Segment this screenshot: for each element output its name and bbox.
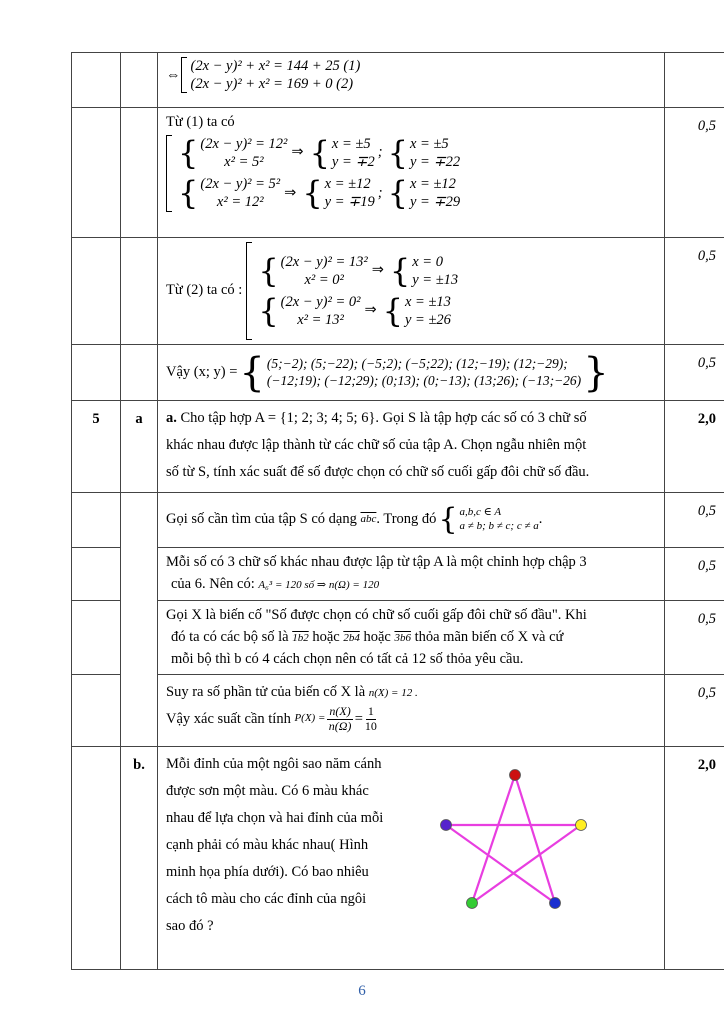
score-cell: 0,5 xyxy=(665,238,724,345)
solution-line: y = ±26 xyxy=(404,312,451,329)
equation-line: (2x − y)² + x² = 144 + 25 (1) xyxy=(190,58,361,74)
step-text: Suy ra số phần tử của biến cố X là xyxy=(166,684,366,701)
star-edge xyxy=(515,775,555,903)
table-row xyxy=(72,53,724,108)
table-row xyxy=(72,747,724,970)
score-cell: 0,5 xyxy=(665,675,724,747)
fraction-denominator: n(Ω) xyxy=(328,718,352,733)
word-or: hoặc xyxy=(363,628,391,645)
solution-line: y = ∓29 xyxy=(410,194,461,211)
step-text: mỗi bộ thì b có 4 cách chọn nên có tất cả 12 số thỏa yêu cầu. xyxy=(171,650,524,667)
question-text: nhau để lựa chọn và hai đỉnh của mỗi xyxy=(166,810,384,827)
condition: a,b,c ∈ A xyxy=(459,506,502,519)
solution-line: x = ±12 xyxy=(324,176,371,193)
table-row xyxy=(72,675,724,747)
table-row xyxy=(72,601,724,675)
page-number: 6 xyxy=(358,983,366,999)
system-line: x² = 13² xyxy=(297,312,344,329)
solution-line: y = ∓22 xyxy=(410,154,461,171)
table-row xyxy=(72,548,724,601)
question-part: a xyxy=(121,401,158,493)
system-line: x² = 12² xyxy=(216,194,264,211)
equiv-arrow: ⇔ xyxy=(166,66,181,83)
score-cell: 0,5 xyxy=(665,493,724,548)
tuple: 1b2 xyxy=(292,631,309,644)
solution-line: x = 0 xyxy=(412,253,443,270)
formula: A₆³ = 120 số ⇒ n(Ω) = 120 xyxy=(258,578,380,591)
star-svg xyxy=(435,765,595,915)
score-cell: 0,5 xyxy=(665,108,724,238)
part-label: a. xyxy=(166,410,177,426)
table-row xyxy=(72,401,724,493)
tuple: 3b6 xyxy=(394,631,411,644)
system-line: (2x − y)² = 13² xyxy=(280,253,368,270)
tuple: 2b4 xyxy=(343,631,360,644)
question-text: minh họa phía dưới). Có bao nhiêu xyxy=(166,864,369,881)
solution-line: x = ±12 xyxy=(410,176,456,193)
question-part: b. xyxy=(121,747,158,970)
from2-intro: Từ (2) ta có : xyxy=(166,282,243,299)
table-row: Vậy (x; y) = { (5;−2); (5;−22); (−5;2); (−5;22); (12;−19); (12;−29); (−12;19); (−12;29); (0;13); (0;−13); (13;26); (−13;−26) } 0,5 xyxy=(72,345,724,401)
step-text: Gọi X là biến cố "Số được chọn có chữ số cuối gấp đôi chữ số đầu". Khi xyxy=(166,607,587,623)
star-vertex-right xyxy=(576,820,587,831)
solution-set-line: (−12;19); (−12;29); (0;13); (0;−13); (13;26); (−13;−26) xyxy=(266,372,582,388)
period: . xyxy=(538,511,543,528)
solution-line: x = ±13 xyxy=(404,294,451,310)
system-line: (2x − y)² = 0² xyxy=(280,294,361,310)
star-vertex-bottom-right xyxy=(550,898,561,909)
formula: P(X) = xyxy=(294,712,326,725)
solution-line: y = ∓2 xyxy=(331,154,375,171)
score-cell: 2,0 xyxy=(665,747,724,970)
formula: n(X) = 12 . xyxy=(368,687,418,700)
question-text: cạnh phải có màu khác nhau( Hình xyxy=(166,837,369,854)
question-text: được sơn một màu. Có 6 màu khác xyxy=(166,783,369,800)
question-text: Cho tập hợp A = {1; 2; 3; 4; 5; 6}. Gọi S là tập hợp các số có 3 chữ số xyxy=(180,410,587,426)
fraction-numerator: n(X) xyxy=(329,704,351,719)
conclusion-label: Vậy (x; y) = xyxy=(166,363,238,380)
star-edge xyxy=(446,825,555,903)
fraction-denominator: 10 xyxy=(364,718,377,733)
solution-line: x = ±5 xyxy=(410,136,449,153)
system-line: x² = 0² xyxy=(304,271,344,288)
equation-line: (2x − y)² + x² = 169 + 0 (2) xyxy=(190,76,354,93)
step-text: Gọi số cần tìm của tập S có dạng xyxy=(166,511,357,528)
word-or: hoặc xyxy=(312,628,340,645)
system-line: (2x − y)² = 12² xyxy=(200,136,288,153)
abc-number: $\overline{abc}$ xyxy=(360,513,377,526)
answer-table xyxy=(71,52,724,970)
solution-line: x = ±5 xyxy=(331,136,371,153)
step-text: Mỗi số có 3 chữ số khác nhau được lập từ tập A là một chỉnh hợp chập 3 xyxy=(166,554,587,570)
star-edge xyxy=(472,825,581,903)
condition: a ≠ b; b ≠ c; c ≠ a xyxy=(459,520,539,532)
star-illustration xyxy=(435,765,595,920)
star-vertex-bottom-left xyxy=(467,898,478,909)
score-cell: 0,5 xyxy=(665,548,724,601)
star-vertex-left xyxy=(441,820,452,831)
equals-sign: = xyxy=(354,710,363,727)
question-text: Mỗi đỉnh của một ngôi sao năm cánh xyxy=(166,756,382,773)
solution-line: y = ∓19 xyxy=(324,194,375,211)
from1-intro: Từ (1) ta có xyxy=(166,114,235,130)
star-vertex-top xyxy=(510,770,521,781)
step-text: . Trong đó xyxy=(376,511,437,528)
step-text: Vậy xác suất cần tính xyxy=(166,710,291,727)
system-line: (2x − y)² = 5² xyxy=(200,176,281,193)
solution-line: y = ±13 xyxy=(412,271,459,288)
question-text: số từ S, tính xác suất để số được chọn có chữ số cuối gấp đôi chữ số đầu. xyxy=(166,464,590,480)
step-text: thỏa mãn biến cố X và cứ xyxy=(414,628,564,645)
table-row: Từ (1) ta có { (2x − y)² = 12² x² = 5² ⇒ { x = ±5 y = ∓2 ; { x = ±5 y = ∓22 { (2x − y)² = 5² x² = 12² ⇒ { x = ±12 y = ∓19 ; { x = ±12 y = ∓29 0,5 xyxy=(72,108,724,238)
table-row: Từ (2) ta có : { (2x − y)² = 13² x² = 0² ⇒ { x = 0 y = ±13 { (2x − y)² = 0² x² = 13² ⇒ { x = ±13 y = ±26 0,5 xyxy=(72,238,724,345)
score-cell: 0,5 xyxy=(665,345,724,401)
table-row: Gọi số cần tìm của tập S có dạng $\overline{abc}$ . Trong đó { a,b,c ∈ A a ≠ b; b ≠ c; c ≠ a . 0,5 xyxy=(72,493,724,548)
step-text: đó ta có các bộ số là xyxy=(171,628,289,645)
step-text: của 6. Nên có: xyxy=(171,575,255,592)
solution-set-line: (5;−2); (5;−22); (−5;2); (−5;22); (12;−19); (12;−29); xyxy=(266,355,568,371)
score-cell: 2,0 xyxy=(665,401,724,493)
system-line: x² = 5² xyxy=(224,154,264,171)
question-text: sao đó ? xyxy=(166,918,214,935)
question-number: 5 xyxy=(72,401,121,493)
question-text: khác nhau được lập thành từ các chữ số của tập A. Chọn ngẫu nhiên một xyxy=(166,437,587,453)
fraction-numerator: 1 xyxy=(367,704,374,719)
star-edge xyxy=(472,775,515,903)
question-text: cách tô màu cho các đỉnh của ngôi xyxy=(166,891,367,908)
score-cell: 0,5 xyxy=(665,601,724,675)
